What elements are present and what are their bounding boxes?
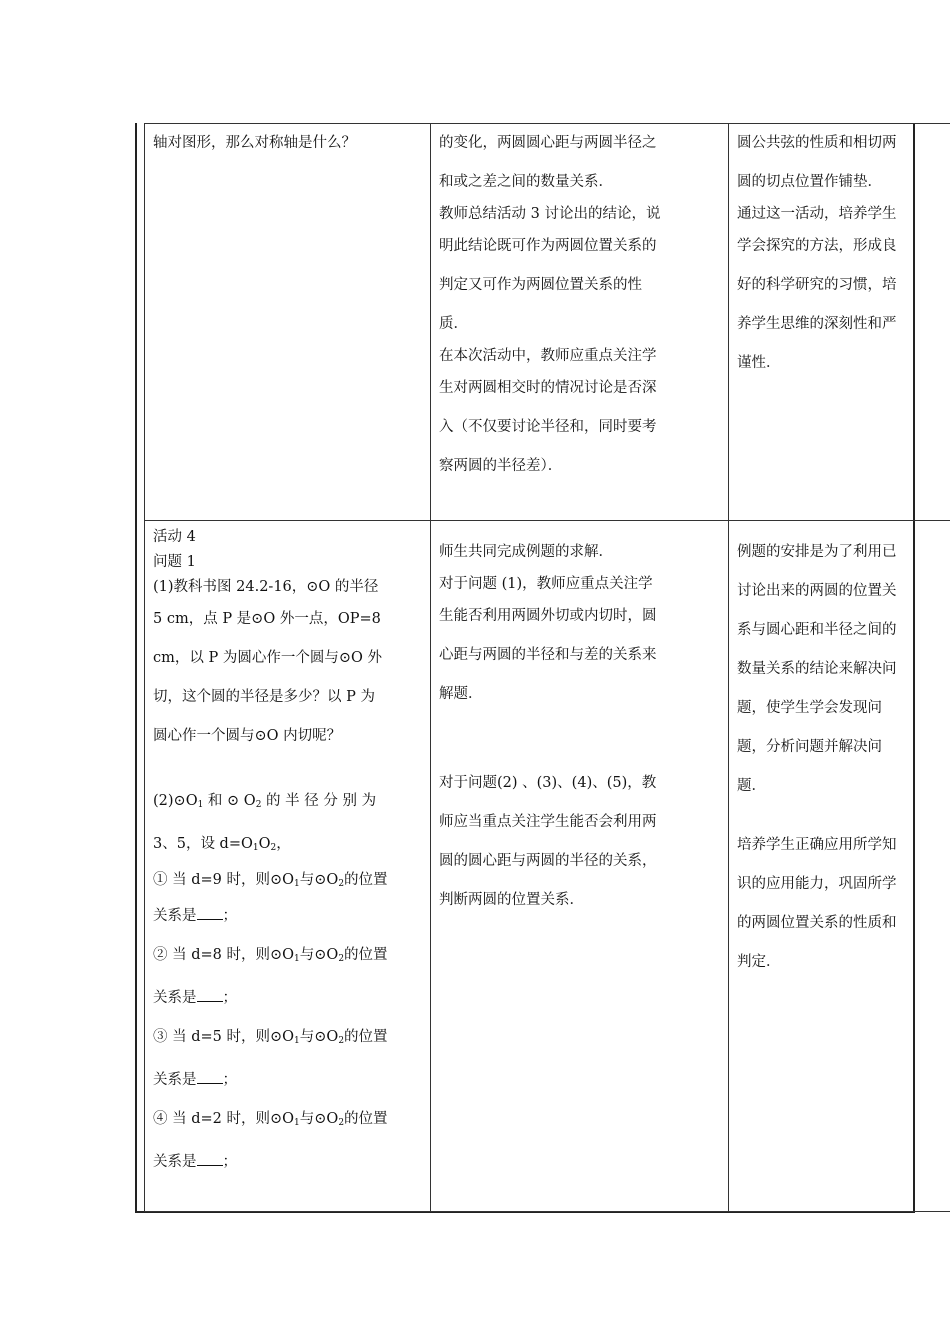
text-line: 师生共同完成例题的求解． (439, 544, 613, 560)
text-line: 题． (737, 778, 766, 794)
spacer (439, 714, 720, 752)
text-line: 题，使学生学会发现问 (737, 700, 882, 716)
cell-design-intent (729, 124, 950, 521)
text-line: 在本次活动中，教师应重点关注学 (439, 348, 657, 364)
text-line: 师应当重点关注学生能否会利用两 (439, 814, 657, 830)
lesson-plan-table (144, 123, 950, 1212)
text-line: 轴对图形，那么对称轴是什么？ (153, 135, 356, 151)
answer-blank[interactable] (197, 1069, 223, 1084)
text-line: 对于问题(2) 、(3)、(4)、(5)，教 (439, 775, 657, 791)
text-line: 质． (439, 316, 468, 332)
text-line: 关系是 ； (153, 897, 422, 936)
table-row (145, 124, 950, 521)
text-line: 3、5，设 $d=O_1O_2$， (153, 836, 291, 853)
text-line: ③ 当 d=5 时，则$⊙O_1$与$⊙O_2$的位置 (153, 1029, 388, 1046)
text-line: 讨论出来的两圆的位置关 (737, 583, 897, 599)
text-line: 谨性． (737, 355, 781, 371)
activity-title: 活动 4 (153, 529, 196, 545)
text-line: 养学生思维的深刻性和严 (737, 316, 897, 332)
text-line: 圆的圆心距与两圆的半径的关系， (439, 853, 657, 869)
text-line: (1)教科书图 24.2-16，⊙O 的半径 (153, 579, 379, 595)
cell-student-activity (145, 124, 431, 521)
text-line: 明此结论既可作为两圆位置关系的 (439, 238, 657, 254)
text-line: 通过这一活动，培养学生 (737, 206, 897, 222)
text-line: 切，这个圆的半径是多少？以 P 为 (153, 689, 375, 705)
table-row (145, 521, 950, 1212)
text-line: 关系是 ； (153, 979, 422, 1018)
text-line: 学会探究的方法，形成良 (737, 238, 897, 254)
answer-blank[interactable] (197, 1151, 223, 1166)
text-line: 系与圆心距和半径之间的 (737, 622, 897, 638)
text-line: 识的应用能力，巩固所学 (737, 876, 897, 892)
text-line: 判定又可作为两圆位置关系的性 (439, 277, 642, 293)
text-line: 判断两圆的位置关系． (439, 892, 584, 908)
text-line: 生能否利用两圆外切或内切时，圆 (439, 608, 657, 624)
text-line: 察两圆的半径差）． (439, 458, 563, 474)
text-line: 好的科学研究的习惯，培 (737, 277, 897, 293)
text-line: 5 cm，点 P 是⊙O 外一点，OP=8 (153, 611, 381, 627)
text-line: $(2)⊙O_1$ 和 ⊙ $O_2$ 的 半 径 分 别 为 (153, 793, 377, 810)
text-line: 对于问题 (1)，教师应重点关注学 (439, 576, 653, 592)
cell-design-intent (729, 521, 950, 1212)
text-line: 判定． (737, 954, 781, 970)
text-line: 关系是 ； (153, 1143, 422, 1182)
text-line: 教师总结活动 3 讨论出的结论，说 (439, 206, 661, 222)
cell-teacher-activity (431, 521, 729, 1212)
text-line: 圆公共弦的性质和相切两 (737, 135, 897, 151)
text-line: 圆心作一个圆与⊙O 内切呢？ (153, 728, 342, 744)
text-line: 生对两圆相交时的情况讨论是否深 (439, 380, 657, 396)
text-line: 数量关系的结论来解决问 (737, 661, 897, 677)
problem-title: 问题 1 (153, 554, 196, 570)
text-line: 圆的切点位置作铺垫． (737, 174, 882, 190)
answer-blank[interactable] (197, 905, 223, 920)
text-line: 关系是 ； (153, 1061, 422, 1100)
text-line: 心距与两圆的半径和与差的关系来 (439, 647, 657, 663)
answer-blank[interactable] (197, 987, 223, 1002)
text-line: ④ 当 d=2 时，则$⊙O_1$与$⊙O_2$的位置 (153, 1111, 388, 1128)
cell-student-activity (145, 521, 431, 1212)
text-line: 和或之差之间的数量关系． (439, 174, 613, 190)
cell-teacher-activity (431, 124, 729, 521)
text-line: ① 当 d=9 时，则$⊙O_1$与$⊙O_2$的位置 (153, 872, 388, 889)
text-line: cm，以 P 为圆心作一个圆与⊙O 外 (153, 650, 382, 666)
text-line: 例题的安排是为了利用已 (737, 544, 897, 560)
text-line: 解题． (439, 686, 483, 702)
text-line: 培养学生正确应用所学知 (737, 837, 897, 853)
text-line: 的变化，两圆圆心距与两圆半径之 (439, 135, 657, 151)
text-line: ② 当 d=8 时，则$⊙O_1$与$⊙O_2$的位置 (153, 947, 388, 964)
text-line: 入（不仅要讨论半径和，同时要考 (439, 419, 657, 435)
text-line: 的两圆位置关系的性质和 (737, 915, 897, 931)
text-line: 题，分析问题并解决问 (737, 739, 882, 755)
